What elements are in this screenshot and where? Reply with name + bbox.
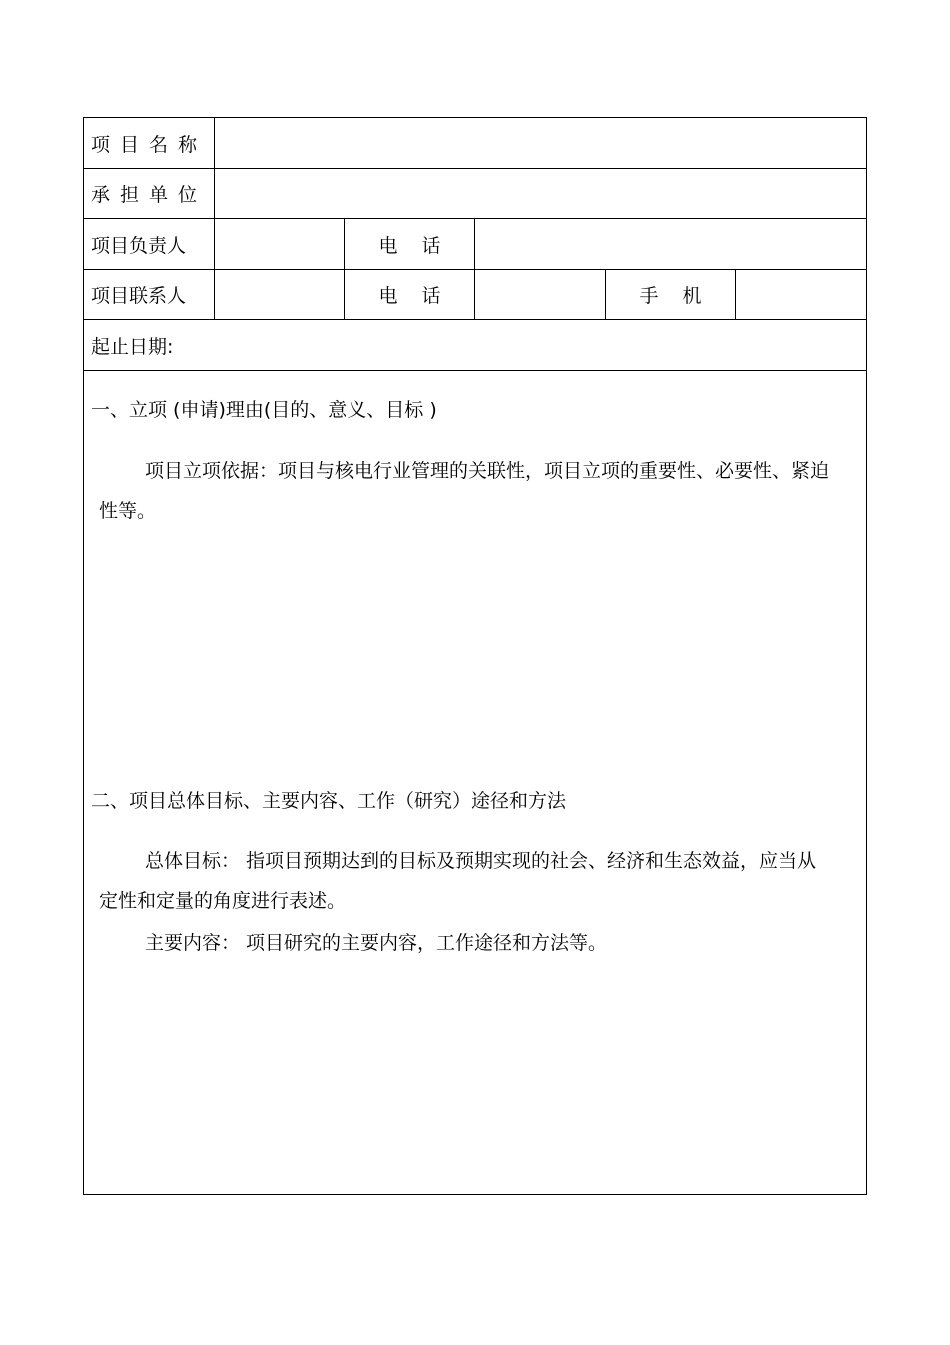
row-dates [84, 320, 866, 371]
section-goals-paragraph: 总体目标： 指项目预期达到的目标及预期实现的社会、经济和生态效益，应当从定性和定量的角度进行表述。 [99, 850, 817, 912]
project-contact-field[interactable] [215, 270, 345, 319]
section-rationale-paragraph: 项目立项依据：项目与核电行业管理的关联性，项目立项的重要性、必要性、紧迫性等。 [99, 460, 830, 522]
project-contact-label: 项目联系人 [84, 270, 215, 319]
undertaking-unit-field[interactable] [215, 169, 866, 218]
project-name-field[interactable] [215, 118, 866, 168]
row-undertaking-unit [84, 169, 866, 219]
row-project-leader [84, 219, 866, 270]
contact-phone-field[interactable] [475, 270, 606, 319]
section-goals-heading: 二、项目总体目标、主要内容、工作（研究）途径和方法 [91, 790, 567, 812]
contact-mobile-label: 手机 [606, 270, 736, 319]
project-application-form [83, 117, 867, 1195]
contact-phone-label: 电话 [345, 270, 475, 319]
undertaking-unit-label: 承担单位 [84, 169, 215, 218]
project-name-label: 项目名称 [84, 118, 215, 168]
leader-phone-field[interactable] [475, 219, 866, 269]
section-rationale[interactable] [84, 371, 866, 761]
row-project-name [84, 118, 866, 169]
section-rationale-heading: 一、立项 (申请)理由(目的、意义、目标 ) [91, 399, 437, 421]
contact-mobile-field[interactable] [736, 270, 866, 319]
section-content-paragraph: 主要内容： 项目研究的主要内容，工作途径和方法等。 [145, 932, 608, 954]
dates-label[interactable]: 起止日期: [91, 335, 174, 358]
row-project-contact [84, 270, 866, 320]
section-goals[interactable] [84, 761, 866, 1194]
leader-phone-label: 电话 [345, 219, 475, 269]
project-leader-label: 项目负责人 [84, 219, 215, 269]
project-leader-field[interactable] [215, 219, 345, 269]
